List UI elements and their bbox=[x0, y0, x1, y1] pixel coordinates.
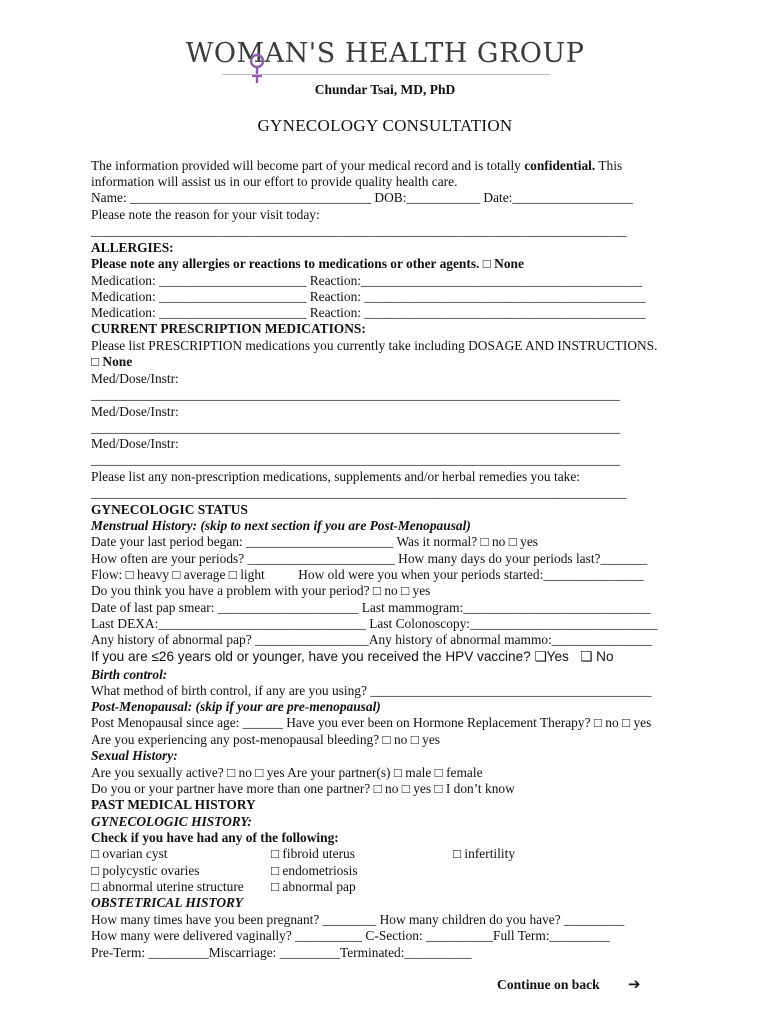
pregnancy-field[interactable]: How many times have you been pregnant? ________ How many children do you have? _________ bbox=[91, 912, 625, 927]
prescriptions-none-checkbox[interactable]: □ None bbox=[91, 354, 133, 369]
gynecologic-status-heading: GYNECOLOGIC STATUS bbox=[91, 502, 248, 517]
condition-checkbox[interactable]: □ endometriosis bbox=[271, 863, 358, 878]
condition-checkbox[interactable]: □ abnormal uterine structure bbox=[91, 879, 244, 894]
hrt-field[interactable]: Post Menopausal since age: ______ Have you ever been on Hormone Replacement Therapy? □ no □ yes bbox=[91, 715, 652, 730]
med-dose-label: Med/Dose/Instr: bbox=[91, 436, 179, 451]
med-dose-field[interactable]: _______________________________________________________________________________ bbox=[91, 452, 620, 467]
post-menopausal-bleeding-field[interactable]: Are you experiencing any post-menopausal bleeding? □ no □ yes bbox=[91, 732, 440, 747]
intro-line-2: information will assist us in our effort to provide quality health care. bbox=[91, 174, 458, 189]
condition-checkbox[interactable]: □ fibroid uterus bbox=[271, 846, 355, 861]
reason-label: Please note the reason for your visit today: bbox=[91, 207, 320, 222]
condition-checkbox[interactable]: □ infertility bbox=[453, 846, 516, 861]
birth-control-field[interactable]: What method of birth control, if any are you using? __________________________________________ bbox=[91, 683, 652, 698]
period-frequency-field[interactable]: How often are your periods? ______________________ How many days do your periods last?_______ bbox=[91, 551, 648, 566]
continue-on-back: Continue on back bbox=[497, 977, 600, 992]
logo bbox=[0, 38, 770, 69]
reason-field[interactable]: ________________________________________________________________________________ bbox=[91, 223, 627, 238]
med-dose-label: Med/Dose/Instr: bbox=[91, 404, 179, 419]
multiple-partners-field[interactable]: Do you or your partner have more than one partner? □ no □ yes □ I don’t know bbox=[91, 781, 515, 796]
prescriptions-heading: CURRENT PRESCRIPTION MEDICATIONS: bbox=[91, 321, 366, 336]
dexa-colonoscopy-field[interactable]: Last DEXA:_______________________________ Last Colonoscopy:____________________________ bbox=[91, 616, 658, 631]
flow-field[interactable]: Flow: □ heavy □ average □ light How old were you when your periods started:_______________ bbox=[91, 567, 644, 582]
allergy-medication-field[interactable]: Medication: ______________________ Reaction: __________________________________________ bbox=[91, 305, 646, 320]
doctor-name: Chundar Tsai, MD, PhD bbox=[314, 82, 456, 97]
sexual-history-heading: Sexual History: bbox=[91, 748, 178, 763]
abnormal-history-field[interactable]: Any history of abnormal pap? _________________Any history of abnormal mammo:_______________ bbox=[91, 632, 653, 647]
otc-meds-label: Please list any non-prescription medications, supplements and/or herbal remedies you take: bbox=[91, 469, 581, 484]
post-menopausal-heading: Post-Menopausal: (skip if your are pre-menopausal) bbox=[91, 699, 381, 714]
intro-line-1: The information provided will become part of your medical record and is totally confidential. This bbox=[91, 158, 623, 173]
allergy-medication-field[interactable]: Medication: ______________________ Reaction:__________________________________________ bbox=[91, 273, 643, 288]
preterm-field[interactable]: Pre-Term: _________Miscarriage: _________Terminated:__________ bbox=[91, 945, 472, 960]
name-dob-date-field[interactable]: Name: ____________________________________ DOB:___________ Date:__________________ bbox=[91, 190, 633, 205]
arrow-right-icon: ➔ bbox=[628, 975, 641, 993]
confidential-emphasis: confidential. bbox=[524, 158, 596, 173]
past-medical-history-heading: PAST MEDICAL HISTORY bbox=[91, 797, 256, 812]
allergies-instruction[interactable]: Please note any allergies or reactions to medications or other agents. □ None bbox=[91, 256, 524, 271]
pap-mammogram-field[interactable]: Date of last pap smear: _____________________ Last mammogram:____________________________ bbox=[91, 600, 651, 615]
period-problem-field[interactable]: Do you think you have a problem with your period? □ no □ yes bbox=[91, 583, 431, 598]
med-dose-field[interactable]: _______________________________________________________________________________ bbox=[91, 420, 620, 435]
conditions-instruction: Check if you have had any of the following: bbox=[91, 830, 339, 845]
condition-checkbox[interactable]: □ abnormal pap bbox=[271, 879, 356, 894]
page-title: GYNECOLOGY CONSULTATION bbox=[257, 116, 513, 135]
menstrual-history-heading: Menstrual History: (skip to next section if you are Post-Menopausal) bbox=[91, 518, 471, 533]
obstetrical-history-heading: OBSTETRICAL HISTORY bbox=[91, 895, 243, 910]
condition-checkbox[interactable]: □ ovarian cyst bbox=[91, 846, 168, 861]
med-dose-label: Med/Dose/Instr: bbox=[91, 371, 179, 386]
allergy-medication-field[interactable]: Medication: ______________________ Reaction: __________________________________________ bbox=[91, 289, 646, 304]
med-dose-field[interactable]: _______________________________________________________________________________ bbox=[91, 387, 620, 402]
condition-checkbox[interactable]: □ polycystic ovaries bbox=[91, 863, 200, 878]
hpv-vaccine-field[interactable]: If you are ≤26 years old or younger, have you received the HPV vaccine? ❏Yes ❏ No bbox=[91, 649, 614, 664]
gynecologic-history-heading: GYNECOLOGIC HISTORY: bbox=[91, 814, 252, 829]
last-period-field[interactable]: Date your last period began: ______________________ Was it normal? □ no □ yes bbox=[91, 534, 538, 549]
prescriptions-instruction: Please list PRESCRIPTION medications you currently take including DOSAGE AND INSTRUCTIONS. bbox=[91, 338, 658, 353]
otc-meds-field[interactable]: ________________________________________________________________________________ bbox=[91, 485, 627, 500]
delivery-field[interactable]: How many were delivered vaginally? __________ C-Section: __________Full Term:_________ bbox=[91, 928, 610, 943]
logo-underline bbox=[222, 74, 550, 75]
logo-text: WOMAN'S HEALTH GROUP bbox=[185, 38, 585, 69]
venus-symbol-icon bbox=[249, 52, 265, 86]
sexually-active-field[interactable]: Are you sexually active? □ no □ yes Are your partner(s) □ male □ female bbox=[91, 765, 483, 780]
birth-control-heading: Birth control: bbox=[91, 667, 168, 682]
allergies-heading: ALLERGIES: bbox=[91, 240, 174, 255]
